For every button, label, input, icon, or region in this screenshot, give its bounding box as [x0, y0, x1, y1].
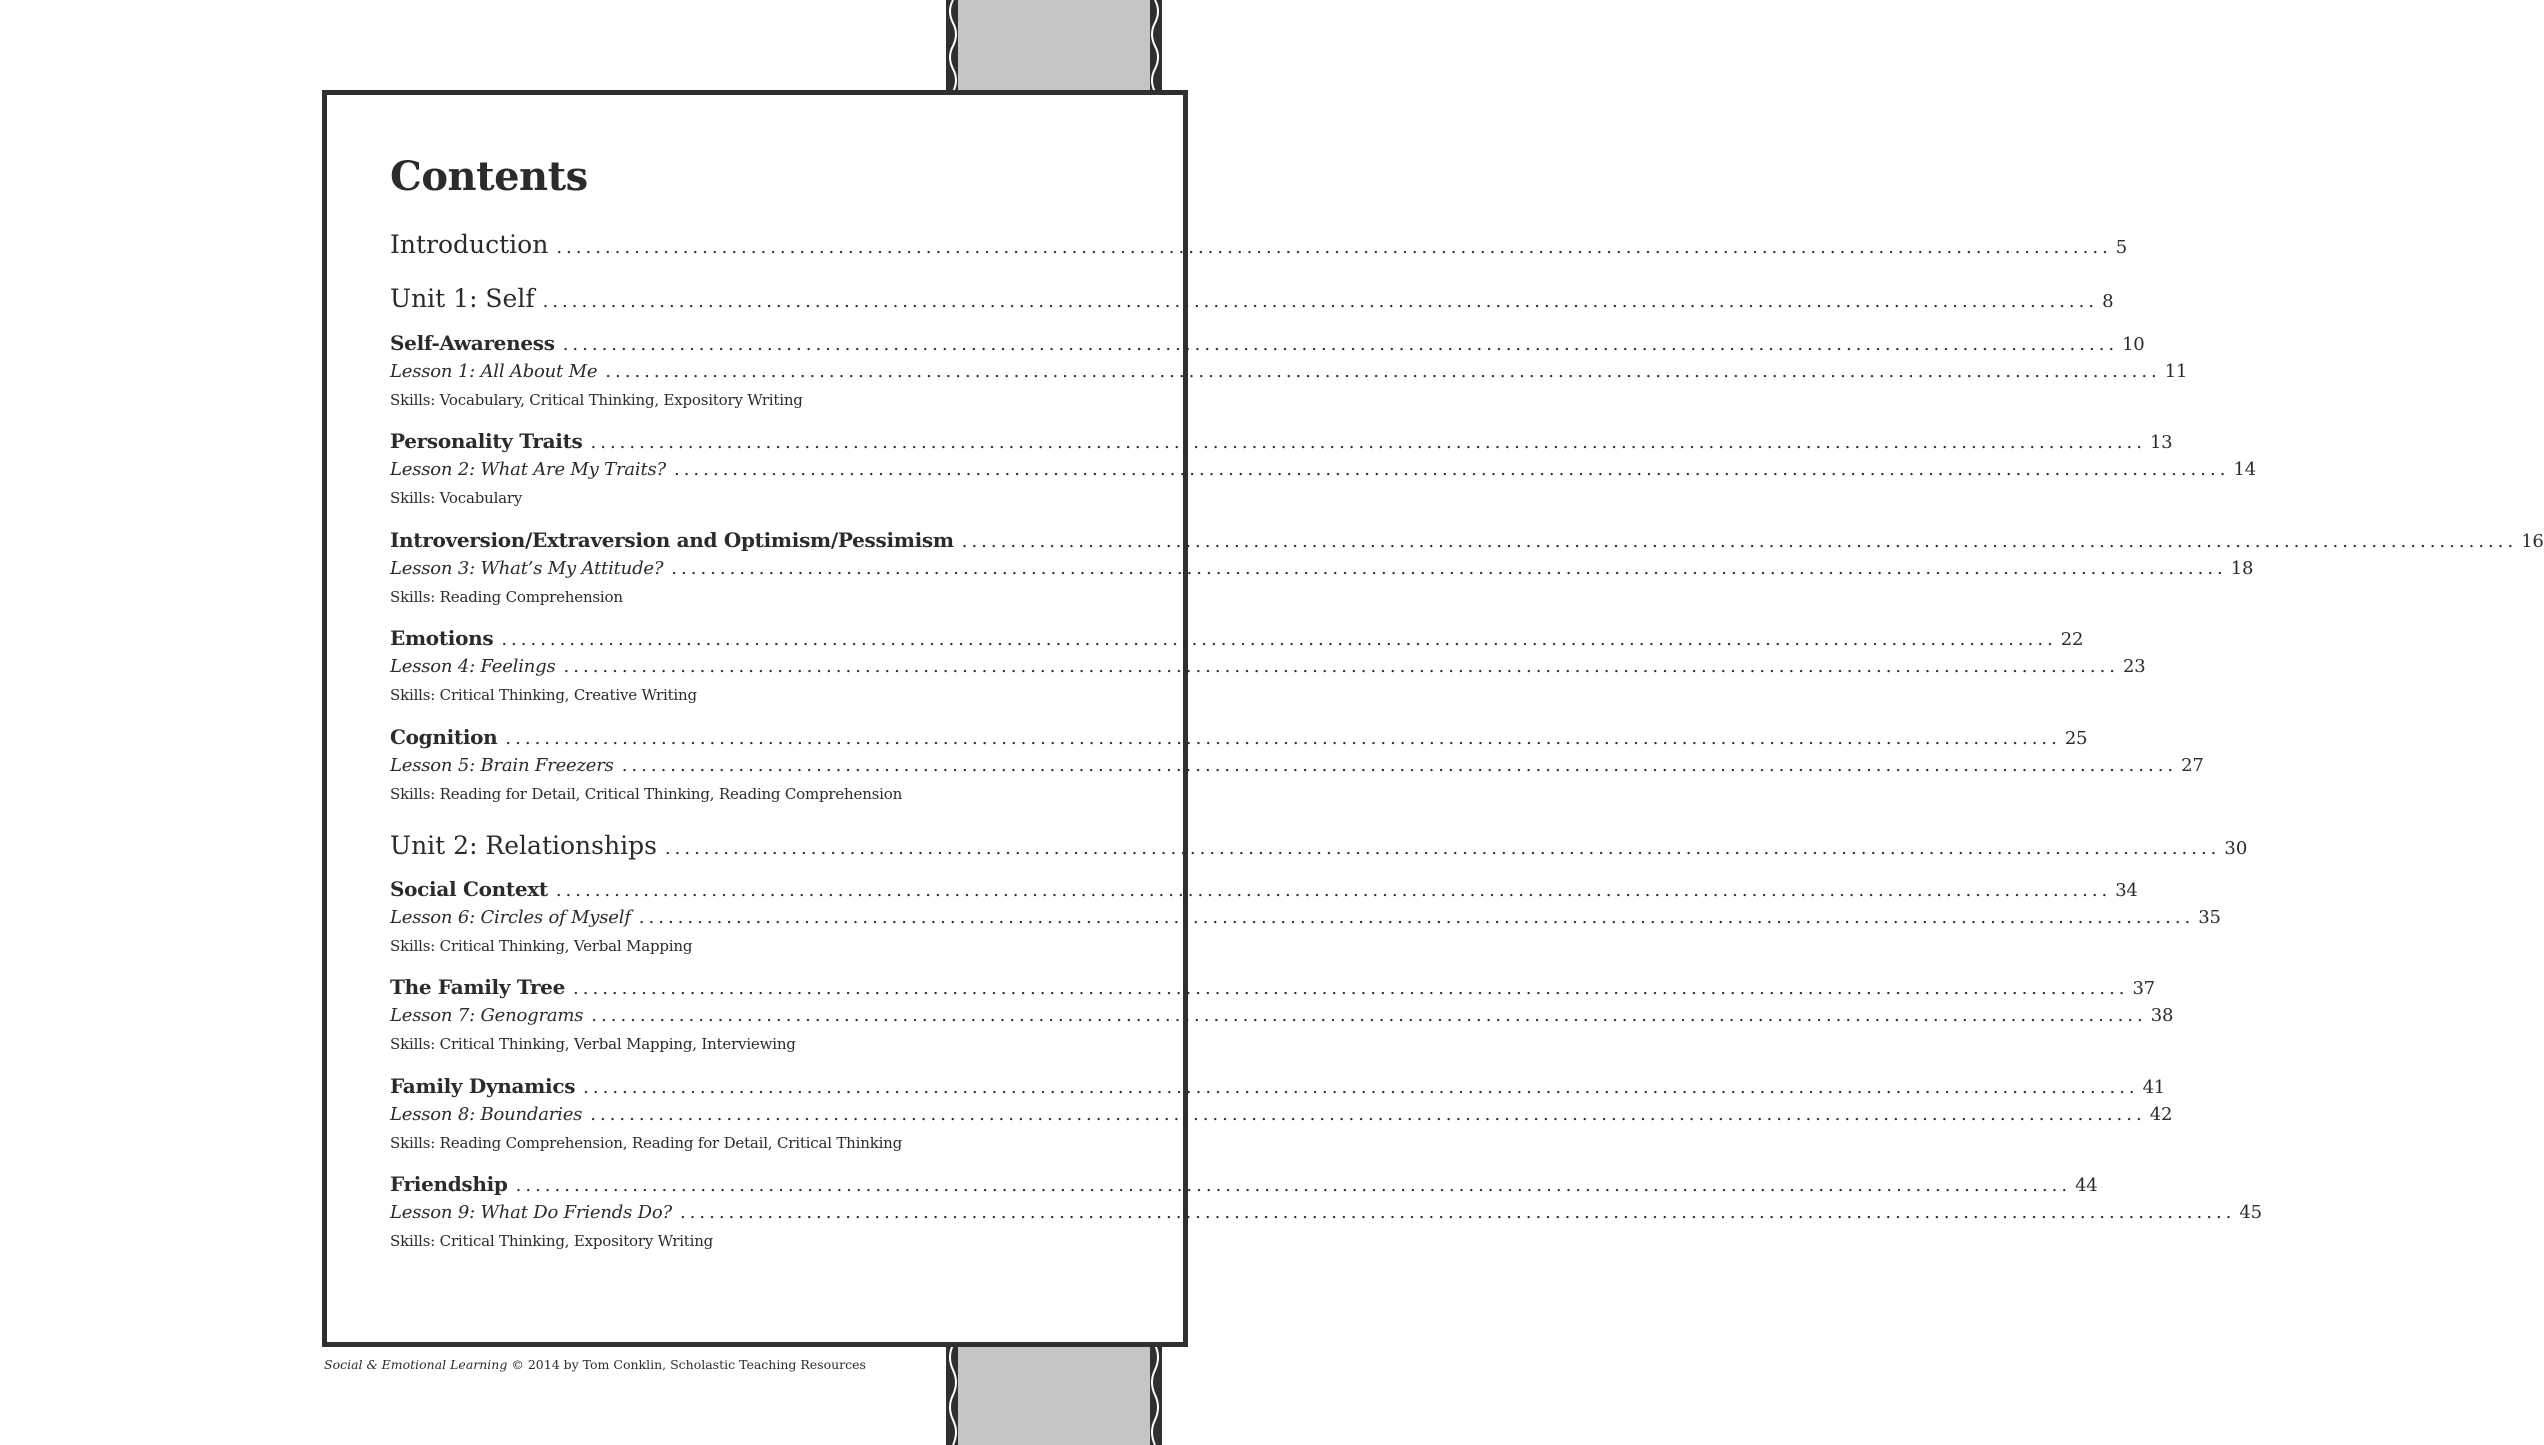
- lesson-entry-page-number: 45: [2239, 1202, 2262, 1223]
- dot-leader: ................................................................................................................................................................: [542, 291, 2099, 312]
- skills-line: Skills: Reading Comprehension, Reading for Detail, Critical Thinking: [390, 1134, 903, 1152]
- dot-leader: ................................................................................................................................................................: [515, 1175, 2072, 1196]
- lesson-entry: [390, 1005, 2174, 1031]
- section-entry-page-number: 44: [2075, 1175, 2098, 1196]
- section-entry-label: The Family Tree: [390, 975, 566, 999]
- lesson-entry-label: Lesson 4: Feelings: [390, 656, 556, 677]
- lesson-entry-page-number: 38: [2150, 1005, 2174, 1026]
- section-entry-label: Self-Awareness: [390, 331, 555, 355]
- section-entry-label: Cognition: [390, 725, 498, 749]
- dot-leader: ................................................................................................................................................................: [638, 907, 2195, 928]
- unit-entry-label: Unit 1: Self: [390, 284, 535, 313]
- dot-leader: ................................................................................................................................................................: [961, 531, 2518, 552]
- lesson-entry: [390, 361, 2188, 387]
- wavy-border-right: [1150, 0, 1162, 92]
- dot-leader: ................................................................................................................................................................: [563, 656, 2120, 677]
- lesson-entry-label: Lesson 9: What Do Friends Do?: [390, 1202, 672, 1223]
- section-entry-label: Introversion/Extraversion and Optimism/Pessimism: [390, 528, 954, 552]
- bottom-tab-decoration: [946, 1345, 1162, 1445]
- lesson-entry: [390, 558, 2254, 584]
- section-entry-page-number: 13: [2149, 432, 2173, 453]
- section-entry: [390, 429, 2173, 457]
- lesson-entry: [390, 656, 2146, 682]
- section-entry: [390, 1074, 2165, 1102]
- unit-entry-label: Introduction: [390, 230, 549, 259]
- lesson-entry-page-number: 18: [2230, 558, 2254, 579]
- dot-leader: ................................................................................................................................................................: [621, 755, 2178, 776]
- lesson-entry-page-number: 27: [2181, 755, 2204, 776]
- wavy-border-right: [1150, 1345, 1162, 1445]
- lesson-entry: [390, 1202, 2262, 1228]
- dot-leader: ................................................................................................................................................................: [505, 728, 2061, 749]
- section-entry-label: Personality Traits: [390, 429, 583, 453]
- section-entry-page-number: 22: [2060, 629, 2084, 650]
- lesson-entry-page-number: 23: [2123, 656, 2146, 677]
- footer-copyright: © 2014 by Tom Conklin, Scholastic Teaching Resources: [511, 1357, 866, 1372]
- lesson-entry: [390, 459, 2256, 485]
- dot-leader: ................................................................................................................................................................: [583, 1077, 2139, 1098]
- section-entry-label: Social Context: [390, 877, 548, 901]
- skills-line: Skills: Critical Thinking, Verbal Mapping, Interviewing: [390, 1035, 796, 1053]
- lesson-entry-label: Lesson 6: Circles of Myself: [390, 907, 631, 928]
- unit-entry-page-number: 30: [2224, 838, 2248, 859]
- section-entry-page-number: 10: [2122, 334, 2145, 355]
- section-entry: [390, 528, 2544, 556]
- lesson-entry-page-number: 35: [2198, 907, 2221, 928]
- top-tab-decoration: [946, 0, 1162, 92]
- unit-entry: [390, 284, 2114, 316]
- dot-leader: ................................................................................................................................................................: [671, 558, 2227, 579]
- skills-line: Skills: Vocabulary, Critical Thinking, Expository Writing: [390, 391, 803, 409]
- lesson-entry-label: Lesson 5: Brain Freezers: [390, 755, 614, 776]
- skills-line: Skills: Critical Thinking, Expository Writing: [390, 1232, 714, 1250]
- dot-leader: ................................................................................................................................................................: [664, 838, 2221, 859]
- dot-leader: ................................................................................................................................................................: [679, 1202, 2236, 1223]
- lesson-entry: [390, 1104, 2173, 1130]
- dot-leader: ................................................................................................................................................................: [562, 334, 2119, 355]
- dot-leader: ................................................................................................................................................................: [590, 1104, 2146, 1125]
- skills-line: Skills: Vocabulary: [390, 489, 523, 507]
- dot-leader: ................................................................................................................................................................: [501, 629, 2057, 650]
- section-entry-page-number: 16: [2521, 531, 2544, 552]
- wavy-border-left: [946, 0, 958, 92]
- page-title: Contents: [390, 153, 588, 200]
- skills-line: Skills: Reading for Detail, Critical Thinking, Reading Comprehension: [390, 785, 903, 803]
- section-entry-page-number: 25: [2064, 728, 2088, 749]
- section-entry-label: Family Dynamics: [390, 1074, 576, 1098]
- dot-leader: ................................................................................................................................................................: [605, 361, 2161, 382]
- footer: [324, 1357, 866, 1372]
- dot-leader: ................................................................................................................................................................: [591, 1005, 2147, 1026]
- section-entry-label: Emotions: [390, 626, 494, 650]
- dot-leader: ................................................................................................................................................................: [590, 432, 2146, 453]
- section-entry: [390, 331, 2145, 359]
- unit-entry: [390, 831, 2248, 863]
- dot-leader: ................................................................................................................................................................: [573, 978, 2129, 999]
- unit-entry-page-number: 8: [2102, 291, 2114, 312]
- section-entry: [390, 725, 2088, 753]
- dot-leader: ................................................................................................................................................................: [555, 880, 2112, 901]
- skills-line: Skills: Reading Comprehension: [390, 588, 623, 606]
- section-entry: [390, 1172, 2098, 1200]
- unit-entry: [390, 230, 2128, 262]
- unit-entry-page-number: 5: [2115, 237, 2128, 258]
- footer-book-title: Social & Emotional Learning: [324, 1357, 508, 1372]
- section-entry: [390, 877, 2138, 905]
- lesson-entry-label: Lesson 7: Genograms: [390, 1005, 584, 1026]
- lesson-entry: [390, 907, 2221, 933]
- lesson-entry-page-number: 11: [2164, 361, 2188, 382]
- section-entry-page-number: 41: [2142, 1077, 2165, 1098]
- lesson-entry: [390, 755, 2204, 781]
- lesson-entry-label: Lesson 8: Boundaries: [390, 1104, 583, 1125]
- lesson-entry-label: Lesson 1: All About Me: [390, 361, 598, 382]
- wavy-border-left: [946, 1345, 958, 1445]
- skills-line: Skills: Critical Thinking, Creative Writing: [390, 686, 697, 704]
- lesson-entry-label: Lesson 3: What’s My Attitude?: [390, 558, 664, 579]
- section-entry: [390, 975, 2155, 1003]
- unit-entry-label: Unit 2: Relationships: [390, 831, 657, 860]
- lesson-entry-page-number: 42: [2149, 1104, 2173, 1125]
- dot-leader: ................................................................................................................................................................: [556, 237, 2112, 258]
- section-entry-label: Friendship: [390, 1172, 508, 1196]
- lesson-entry-label: Lesson 2: What Are My Traits?: [390, 459, 666, 480]
- dot-leader: ................................................................................................................................................................: [673, 459, 2230, 480]
- section-entry-page-number: 37: [2132, 978, 2155, 999]
- section-entry: [390, 626, 2084, 654]
- section-entry-page-number: 34: [2115, 880, 2138, 901]
- skills-line: Skills: Critical Thinking, Verbal Mapping: [390, 937, 693, 955]
- lesson-entry-page-number: 14: [2233, 459, 2256, 480]
- contents-page: [322, 90, 2544, 1347]
